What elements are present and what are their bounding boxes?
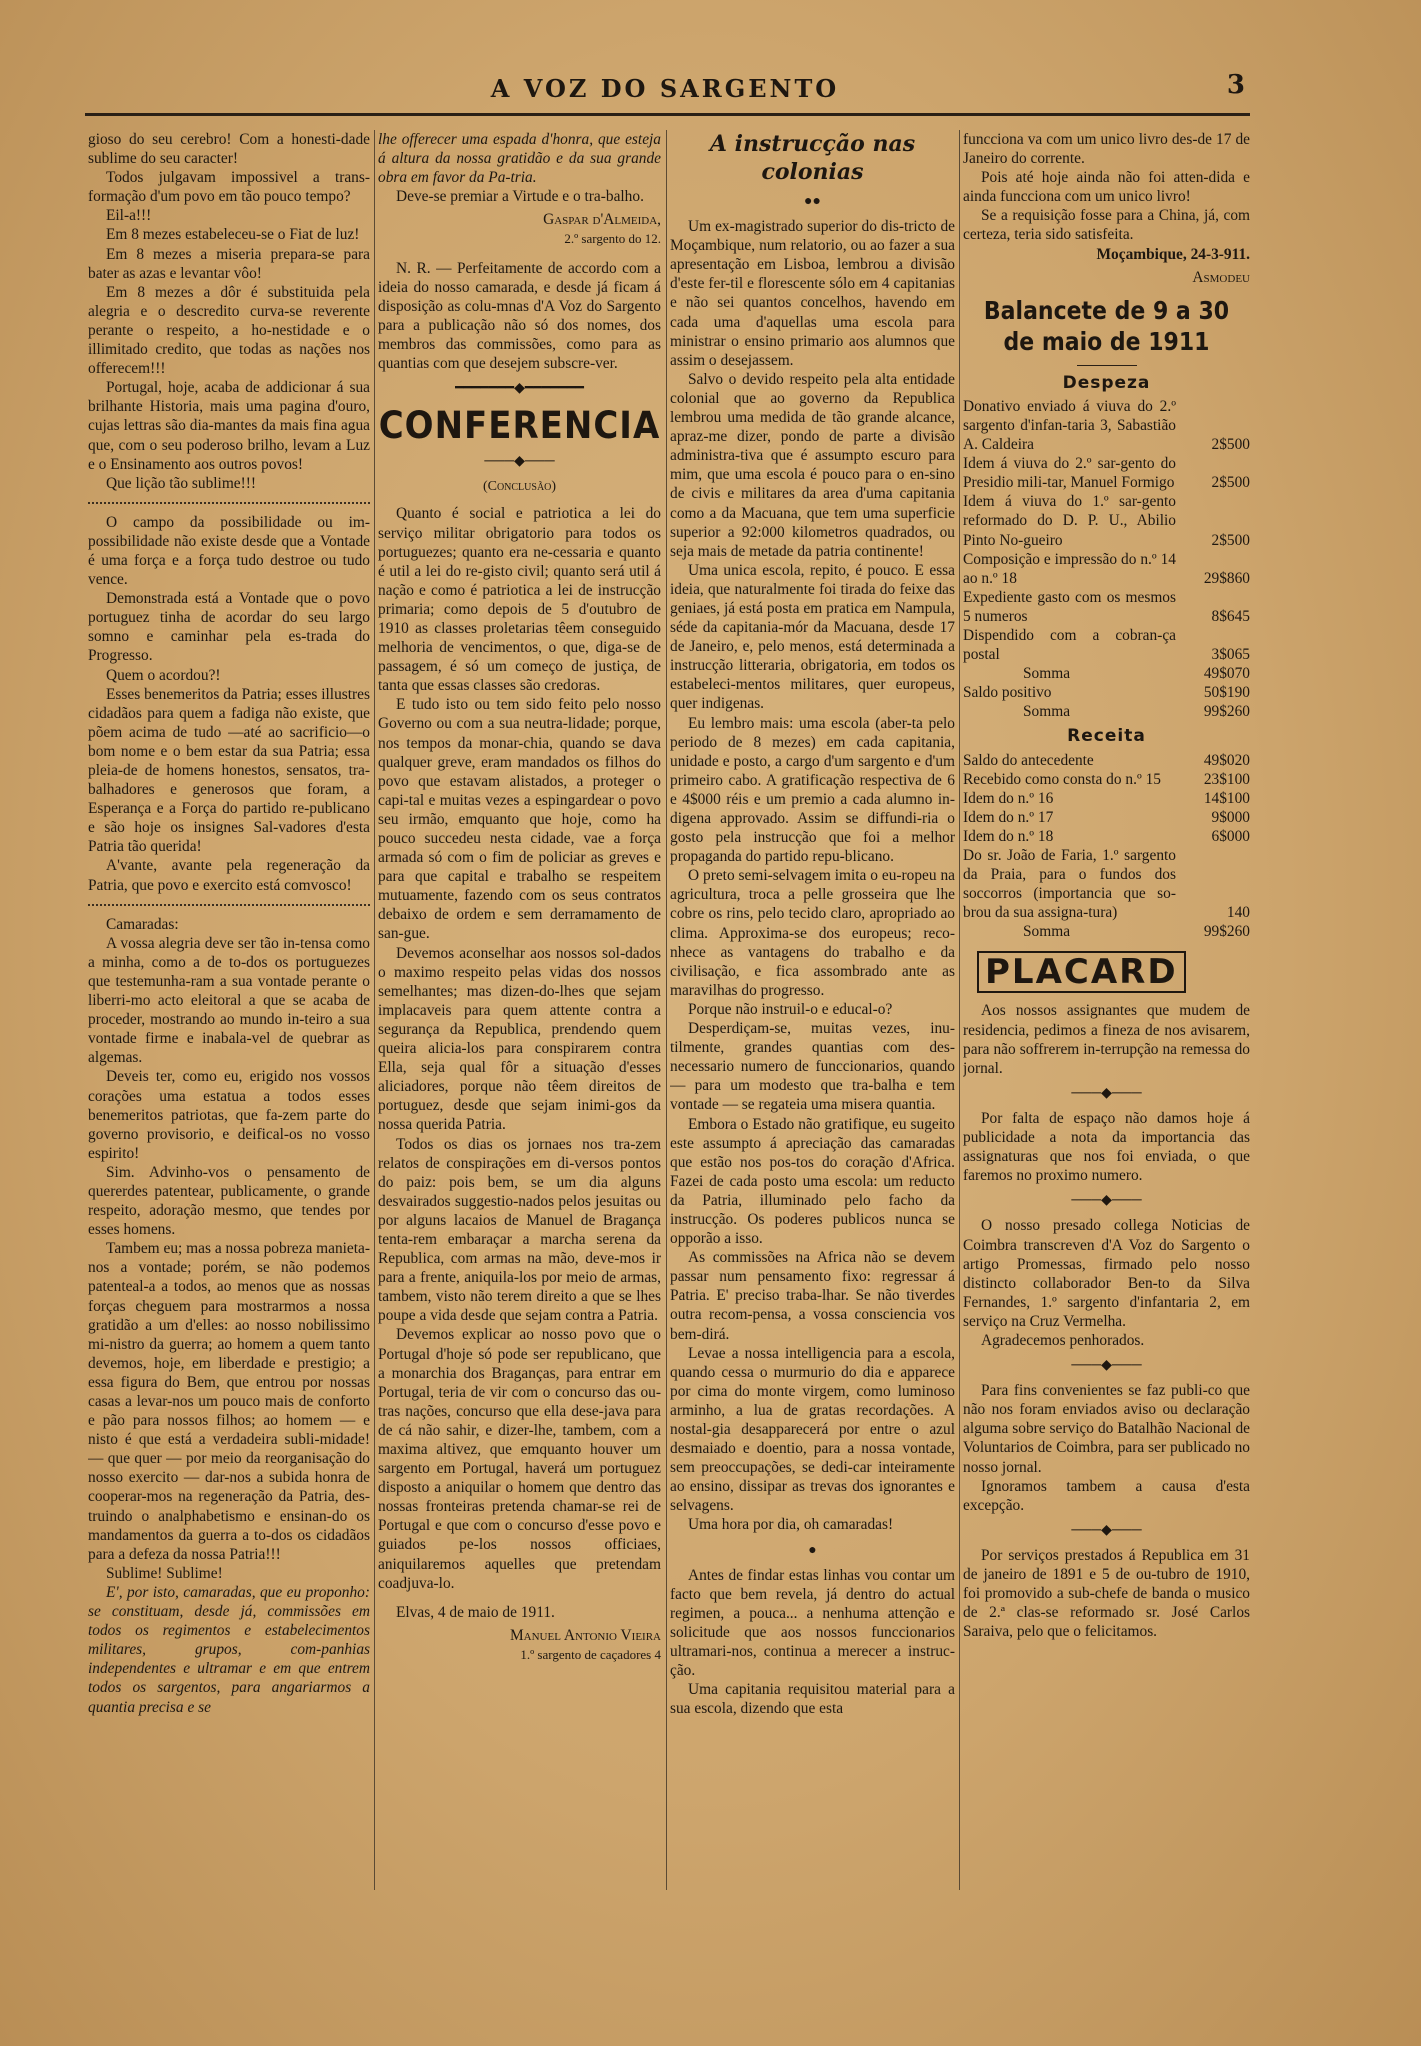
paragraph: E tudo isto ou tem sido feito pelo nosso Governo ou com a sua neutra-lidade; porque, nos tempos da monar-chia, quando se dava qualquer greve, eram mandados os filhos do povo que estavam alistados, a proteger o capi-tal e muitas vezes a espingardear o povo seu irmão, emquanto que hoje, como ha pouco succedeu nesta cidade, vae a força armada só com o fim de policiar as greves e para que capital e trabalho se respeitem mutuamente, fazendo com os seus contratos debaixo de ordem e sem derramamento de san-gue. (378, 696, 661, 943)
ledger-value: 140 (1226, 904, 1250, 922)
ledger-desc: Donativo enviado á viuva do 2.º sargento d'infan-taria 3, Sabastião A. Caldeira (963, 397, 1176, 454)
section-subtitle: (Conclusão) (482, 479, 557, 495)
signature-rank: 2.º sargento do 12. (564, 231, 661, 247)
paragraph: Se a requisição fosse para a China, já, com certeza, teria sido satisfeita. (963, 207, 1250, 244)
ledger-desc: Expediente gasto com os mesmos 5 numeros (963, 588, 1176, 625)
ledger-value: 99$260 (1203, 703, 1250, 721)
dotted-separator (88, 502, 370, 504)
paragraph: Em 8 mezes a miseria prepara-se para bater as azas e levantar vôo! (88, 245, 370, 282)
ledger-desc: Idem á viuva do 1.º sar-gento reformado do D. P. U., Abilio Pinto No-gueiro (963, 493, 1176, 549)
paragraph: Todos julgavam impossivel a trans-formação d'um povo em tão pouco tempo? (88, 169, 370, 206)
ledger-desc: Saldo positivo (963, 684, 1052, 702)
ledger-value: 50$190 (1203, 684, 1250, 702)
section-title: CONFERENCIA (378, 404, 661, 449)
signature-rank: 1.º sargento de caçadores 4 (520, 1646, 661, 1662)
ornament-divider: ● (808, 1542, 817, 1558)
column-2 (378, 130, 661, 1900)
paragraph: Pois até hoje ainda não foi atten-dida e ainda funcciona com um unico livro! (963, 169, 1250, 206)
page-number: 3 (1226, 70, 1245, 100)
paragraph: Todos os dias os jornaes nos tra-zem relatos de conspirações em di-versos pontos do paiz: pois bem, se um dia alguns desvairados suggestio-nados pelos jesuitas ou por alguns lacaios de Manuel de Bragança tenta-rem embaraçar a marcha serena da Republica, com armas na mão, deve-mos ir para a frente, aniquila-los por meio de armas, tambem, visto não terem direito a que se lhes poupe a vida desde que sejam contra a Patria. (378, 1135, 661, 1325)
expense-heading: Despeza (1062, 372, 1151, 393)
ledger-desc: Composição e impressão do n.º 14 ao n.º 18 (963, 550, 1176, 587)
ledger-desc: Saldo do antecedente (963, 751, 1094, 769)
ledger-desc: Dispendido com a cobran-ça postal (963, 626, 1176, 664)
paragraph: Tambem eu; mas a nossa pobreza manieta-nos a vontade; porém, se não podemos patenteal-a a todos, ao menos que as nossas forças cheguem para mostrarmos a nossa gratidão a um d'elles: ao nosso nobilissimo mi-nistro da guerra; ao homem a quem tanto devemos, hoje, em liberdade e prestigio; a essa figura do Bem, que entrou por nossas casas a levar-nos um pouco mais de conforto e pão para nossos filhos; ao homem — e nisto é que está a verdadeira subli-midade! — que quer — por meio da reorganisação do nosso exercito — dar-nos a subida honra de cooperar-mos na regeneração da Patria, des-truindo o analphabetismo e ensinan-do os mandamentos da guerra a to-dos os cidadãos para a defeza da nossa Patria!!! (88, 1240, 370, 1563)
paragraph: Porque não instruil-o e educal-o? (688, 1000, 893, 1018)
paragraph: Uma unica escola, repito, é pouco. E essa ideia, que naturalmente foi tirada do feixe das geniaes, já está posta em pratica em Nampula, séde da capitania-mór da Macuana, desde 17 de Janeiro, e, pelo menos, está determinada a instrucção litteraria, obrigatoria, em todos os estabeleci-mentos militares, quer europeus, quer indigenas. (670, 561, 955, 713)
paragraph: Quem o acordou?! (106, 666, 221, 684)
editor-note: N. R. — Perfeitamente de accordo com a ideia do nosso camarada, e desde já ficam á disposição as colu-mnas d'A Voz do Sargento para a publicação não só dos nomes, dos membros das commissões, como para as quantias com que desejem subscre-ver. (378, 259, 661, 373)
ledger-row (963, 588, 1250, 626)
ledger-desc: Somma (1023, 923, 1071, 941)
paragraph: Demonstrada está a Vontade que o povo portuguez tinha de acordar do seu largo somno e caminhar pela es-trada do Progresso. (88, 590, 370, 665)
paragraph: Aos nossos assignantes que mudem de residencia, pedimos a fineza de nos avisarem, para não soffrerem in-terrupção na remessa do jornal. (963, 1002, 1250, 1077)
column-divider (959, 130, 960, 1890)
ledger-desc: Somma (1023, 703, 1071, 721)
paragraph: Deveis ter, como eu, erigido nos vossos corações uma estatua a todos esses benemeritos patriotas, que fa-zem parte do governo provisorio, e deifical-os no vosso espirito! (88, 1068, 370, 1162)
paragraph: Deve-se premiar a Virtude e o tra-balho. (396, 188, 644, 206)
ledger-value: 2$500 (1211, 436, 1250, 454)
ornament-divider: ───◆─── (1071, 1193, 1142, 1209)
paragraph: funcciona va com um unico livro des-de 17 de Janeiro do corrente. (963, 131, 1250, 168)
ledger-desc: Idem do n.º 17 (963, 808, 1054, 826)
ledger-desc: Somma (1023, 665, 1071, 683)
ledger-value: 9$000 (1211, 808, 1250, 826)
ornament-divider: ●● (804, 194, 821, 209)
ledger-row (963, 454, 1250, 492)
paragraph: Sim. Advinho-vos o pensamento de quererdes patentear, publicamente, o grande respeito, adoração mesmo, que tendes por esses homens. (88, 1163, 370, 1239)
ornament-divider: ───◆─── (484, 454, 555, 470)
signature-name: Manuel Antonio Vieira (509, 1626, 661, 1644)
paragraph: Camaradas: (106, 915, 179, 933)
ledger-value: 14$100 (1203, 789, 1250, 807)
paragraph: Uma hora por dia, oh camaradas! (688, 1516, 894, 1534)
ledger-value: 8$645 (1211, 607, 1250, 625)
paragraph: Para fins convenientes se faz publi-co que não nos foram enviados aviso ou declaração alguma sobre serviço do Batalhão Nacional de Voluntarios de Coimbra, para ser publicado no nosso jornal. (963, 1382, 1250, 1476)
ledger-row (963, 550, 1250, 588)
paragraph: Eu lembro mais: uma escola (aber-ta pelo periodo de 8 mezes) em cada capitania, unidade e posto, a cargo d'um sargento e d'um primeiro cabo. A gratificação respectiva de 6 e 4$000 réis e um premio a cada alumno in-digena approvado. Assim se diffundi-ria o gosto pela instrucção que foi a melhor propaganda do partido repu-blicano. (670, 714, 955, 866)
paragraph: A vossa alegria deve ser tão in-tensa como a minha, como a de to-dos os portuguezes que testemunha-ram a sua vontade perante o liberri-mo acto eleitoral a que se acaba de proceder, mostrando ao mundo in-teiro a sua vontade firme e inabala-vel de quebrar as algemas. (88, 934, 370, 1067)
paragraph: Levae a nossa intelligencia para a escola, quando cessa o murmurio do dia e apparece por cima do monte virgem, como luminoso arminho, a lua de gratas recordações. A nostal-gia desapparecerá por entre o azul desmaiado e doentio, para a nossa vontade, sem preoccupações, se dedi-car inteiramente ao ensino, dissipar as trevas dos ignorantes e selvagens. (670, 1344, 955, 1515)
paragraph: Em 8 mezes estabeleceu-se o Fiat de luz! (106, 226, 360, 244)
dotted-separator (88, 904, 370, 906)
paragraph: lhe offerecer uma espada d'honra, que esteja á altura da nossa gratidão e da sua grande obra em favor da Pa-tria. (378, 131, 661, 187)
ledger-row (963, 827, 1250, 846)
balance-title: Balancete de 9 a 30 de maio de 1911 (983, 295, 1230, 356)
ledger-row (963, 846, 1250, 922)
paragraph: O campo da possibilidade ou im-possibilidade não existe desde que a Vontade é uma força e a força tudo destroe ou tudo vence. (88, 513, 370, 589)
paragraph: Uma capitania requisitou material para a sua escola, dizendo que esta (670, 1681, 955, 1718)
ledger-value: 49$070 (1203, 665, 1250, 683)
paragraph: O nosso presado collega Noticias de Coimbra transcreven d'A Voz do Sargento o artigo Promessas, firmado pelo nosso distincto collaborador Ben-to da Silva Fernandes, 1.º sargento d'infantaria 2, em serviço na Cruz Vermelha. (963, 1217, 1250, 1330)
column-divider (374, 130, 375, 1890)
paragraph: Salvo o devido respeito pela alta entidade colonial que ao governo da Republica lembrou uma medida de tão grande alcance, apraz-me dizer, pondo de parte a divisão administra-tiva que é assumpto escuro para mim, que uma escola é pouco para o en-sino de civis e militares da area d'uma capitania como a da Macuana, que tem uma superficie superior a 92:000 kilometros quadrados, ou seja mais de metade da patria continente! (670, 370, 955, 560)
column-4 (963, 130, 1250, 1900)
paragraph: Antes de findar estas linhas vou contar um facto que bem revela, já dentro do actual regimen, a pouca... a nenhuma attenção e solicitude que aos nossos funccionarios ultramari-nos, continua a merecer a instruc-ção. (670, 1566, 955, 1680)
ledger-total (963, 702, 1250, 721)
paragraph: Em 8 mezes a dôr é substituida pela alegria e o descredito curva-se reverente perante o respeito, a ho-nestidade e o illimitado credito, que todas as nações nos offerecem!!! (88, 283, 370, 378)
paragraph: Quanto é social e patriotica a lei do serviço militar obrigatorio para todos os portuguezes; quanto era ne-cessaria e quanto é util a lei do re-gisto civil; quanto será util á nação e como é patriotica a lei de instrucção primaria; como depois de 5 d'outubro de 1910 as classes proletarias têem conseguido melhoria de vencimentos, o que, diga-se de passagem, é só um começo de justiça, de tanta que essas classes são credoras. (378, 505, 661, 695)
section-title: A instrucção nas colonias (709, 131, 916, 185)
newspaper-title: A VOZ DO SARGENTO (490, 74, 840, 103)
ledger-row (963, 770, 1250, 789)
paragraph: Que lição tão sublime!!! (106, 474, 257, 492)
paragraph: Portugal, hoje, acaba de addicionar á sua brilhante Historia, mais uma pagina d'ouro, cujas lettras são dia-mantes da mais fina agua que, com o seu poderoso brilho, levam a Luz e o Ensinamento aos outros povos! (88, 379, 370, 473)
paragraph: Eil-a!!! (106, 207, 152, 225)
ledger-row (963, 683, 1250, 702)
ledger-desc: Idem do n.º 18 (963, 827, 1054, 845)
paragraph: Desperdiçam-se, muitas vezes, inu-tilmente, grandes quantias com des-necessario numero de funccionarios, quando — para um modesto que tra-balha e tem vontade — se regateia uma misera quantia. (670, 1020, 955, 1114)
paragraph: Ignoramos tambem a causa d'esta excepção. (963, 1477, 1250, 1514)
placard-heading: PLACARD (977, 951, 1186, 993)
paragraph: Por falta de espaço não damos hoje á publicidade a nota da importancia das assignaturas que nos foi enviada, o que faremos no proximo numero. (963, 1109, 1250, 1185)
dateline: Moçambique, 24-3-911. (1096, 245, 1250, 263)
paragraph: Esses benemeritos da Patria; esses illustres cidadãos para quem a fadiga não existe, que põem acima de tudo —até ao sacrificio—o bom nome e o bem estar da sua Patria; essa pleia-de de homens honestos, sensatos, tra-balhadores e generosos que foram, a Esperança e a Força do partido re-publicano e são hoje os insignes Sal-vadores d'esta Patria tão querida! (88, 685, 370, 856)
ornament-divider: ───◆─── (1071, 1085, 1142, 1101)
signature-name: Asmodeu (1192, 268, 1250, 286)
ledger-value: 49$020 (1203, 751, 1250, 769)
ledger-desc: Recebido como consta do n.º 15 (963, 770, 1161, 788)
column-1 (88, 130, 370, 1900)
income-heading: Receita (1067, 726, 1146, 747)
ledger-value: 2$500 (1211, 531, 1250, 549)
column-divider (666, 130, 667, 1890)
short-rule (1077, 365, 1137, 366)
paragraph: Devemos explicar ao nosso povo que o Portugal d'hoje só pode ser republicano, que a monarchia dos Braganças, para entrar em Portugal, teria de vir com o concurso das ou-tras nações, concurso que ella dese-java para de cá não sahir, e dizer-lhe, tambem, com a maxima altivez, que emquanto houver um sargento em Portugal, haverá um portuguez disposto a aniquilar o homem que dentro das nossas fronteiras pretenda chamar-se rei de Portugal e que com o concurso d'esse povo e guiados pe-los nossos officiaes, aniquilaremos aquelles que pretendam coadjuva-lo. (378, 1326, 661, 1592)
ledger-row (963, 751, 1250, 770)
ledger-total (963, 922, 1250, 941)
column-3 (670, 130, 955, 1900)
paragraph: Por serviços prestados á Republica em 31 de janeiro de 1891 e 5 de ou-tubro de 1910, foi promovido a sub-chefe de banda o musico de 2.ª clas-se reformado sr. José Carlos Saraiva, pelo que o felicitamos. (963, 1546, 1250, 1641)
dateline: Elvas, 4 de maio de 1911. (396, 1603, 555, 1621)
ledger-value: 2$500 (1211, 474, 1250, 492)
ledger-row (963, 626, 1250, 664)
ledger-subtotal (963, 664, 1250, 683)
paragraph: Devemos aconselhar aos nossos sol-dados o maximo respeito pelas vidas dos nossos semelhantes; mas dizen-do-lhes que sejam implacaveis para quem attente contra a segurança da Republica, prendendo quem queira alicia-los para conspirarem contra Ella, seja qual fôr a situação d'esses aliciadores, porque não têem direitos de portuguez, desde que sejam inimi-gos da nossa querida Patria. (378, 944, 661, 1134)
ledger-desc: Do sr. João de Faria, 1.º sargento da Praia, para o fundos dos soccorros (importancia que so-brou da sua assigna-tura) (963, 847, 1176, 922)
signature-name: Gaspar d'Almeida, (543, 211, 661, 229)
ledger-row (963, 397, 1250, 454)
paragraph: Agradecemos penhorados. (981, 1331, 1145, 1349)
paragraph: Embora o Estado não gratifique, eu sugeito este assumpto á apreciação das camaradas que estão nos pos-tos do coração d'Africa. Fazei de cada posto uma escola: um reducto da Patria, illuminado pelo facho da instrucção. Os poderes publicos nunca se opporão a isso. (670, 1115, 955, 1248)
ledger-value: 3$065 (1211, 646, 1250, 664)
paragraph: O preto semi-selvagem imita o eu-ropeu na agricultura, troca a pelle grosseira que lhe cobre os rins, pelo tecido claro, apropriado ao clima. Approxima-se dos europeus; reco-nhece as vantagens do trabalho e da civilisação, e fica assombrado ante as maravilhas do progresso. (670, 867, 955, 999)
masthead (85, 70, 1245, 110)
paragraph: As commissões na Africa não se devem passar num pensamento fixo: regressar á Patria. E' preciso traba-lhar. Se não tiverdes outra recom-pensa, a vossa consciencia vos bem-dirá. (670, 1249, 955, 1343)
ornament-divider: ───◆─── (1071, 1358, 1142, 1374)
ledger-row (963, 808, 1250, 827)
ledger-value: 6$000 (1211, 827, 1250, 845)
paragraph: A'vante, avante pela regeneração da Patria, que povo e exercito está comvosco! (88, 857, 370, 894)
header-rule (85, 113, 1250, 116)
ledger-value: 23$100 (1203, 770, 1250, 788)
ledger-value: 29$860 (1203, 569, 1250, 587)
ledger-row (963, 492, 1250, 549)
ledger-value: 99$260 (1203, 923, 1250, 941)
paragraph: Um ex-magistrado superior do dis-tricto de Moçambique, num relatorio, ou ao fazer a sua apresentação em Lisboa, lembrou a divisão d'este fer-til e florescente sólo em 4 capitanias e não sei quantos concelhos, havendo em cada uma d'aquellas uma escola para ministrar o ensino primario aos alumnos que assim o desejassem. (670, 218, 955, 369)
paragraph: gioso do seu cerebro! Com a honesti-dade sublime do seu caracter! (88, 131, 370, 168)
ledger-desc: Idem do n.º 16 (963, 789, 1054, 807)
ledger-row (963, 789, 1250, 808)
paragraph: E', por isto, camaradas, que eu proponho: se constituam, desde já, commissões em todos os regimentos e estabelecimentos militares, grupos, com-panhias independentes e ultramar e em que entrem todos os sargentos, para angariarmos a quantia precisa e se (88, 1583, 370, 1716)
ornament-divider: ━━━━━━━◆━━━━━━━ (455, 381, 584, 397)
ornament-divider: ───◆─── (1071, 1522, 1142, 1538)
paragraph: Sublime! Sublime! (106, 1564, 223, 1582)
ledger-desc: Idem á viuva do 2.º sar-gento do Presidio mili-tar, Manuel Formigo (963, 455, 1176, 492)
